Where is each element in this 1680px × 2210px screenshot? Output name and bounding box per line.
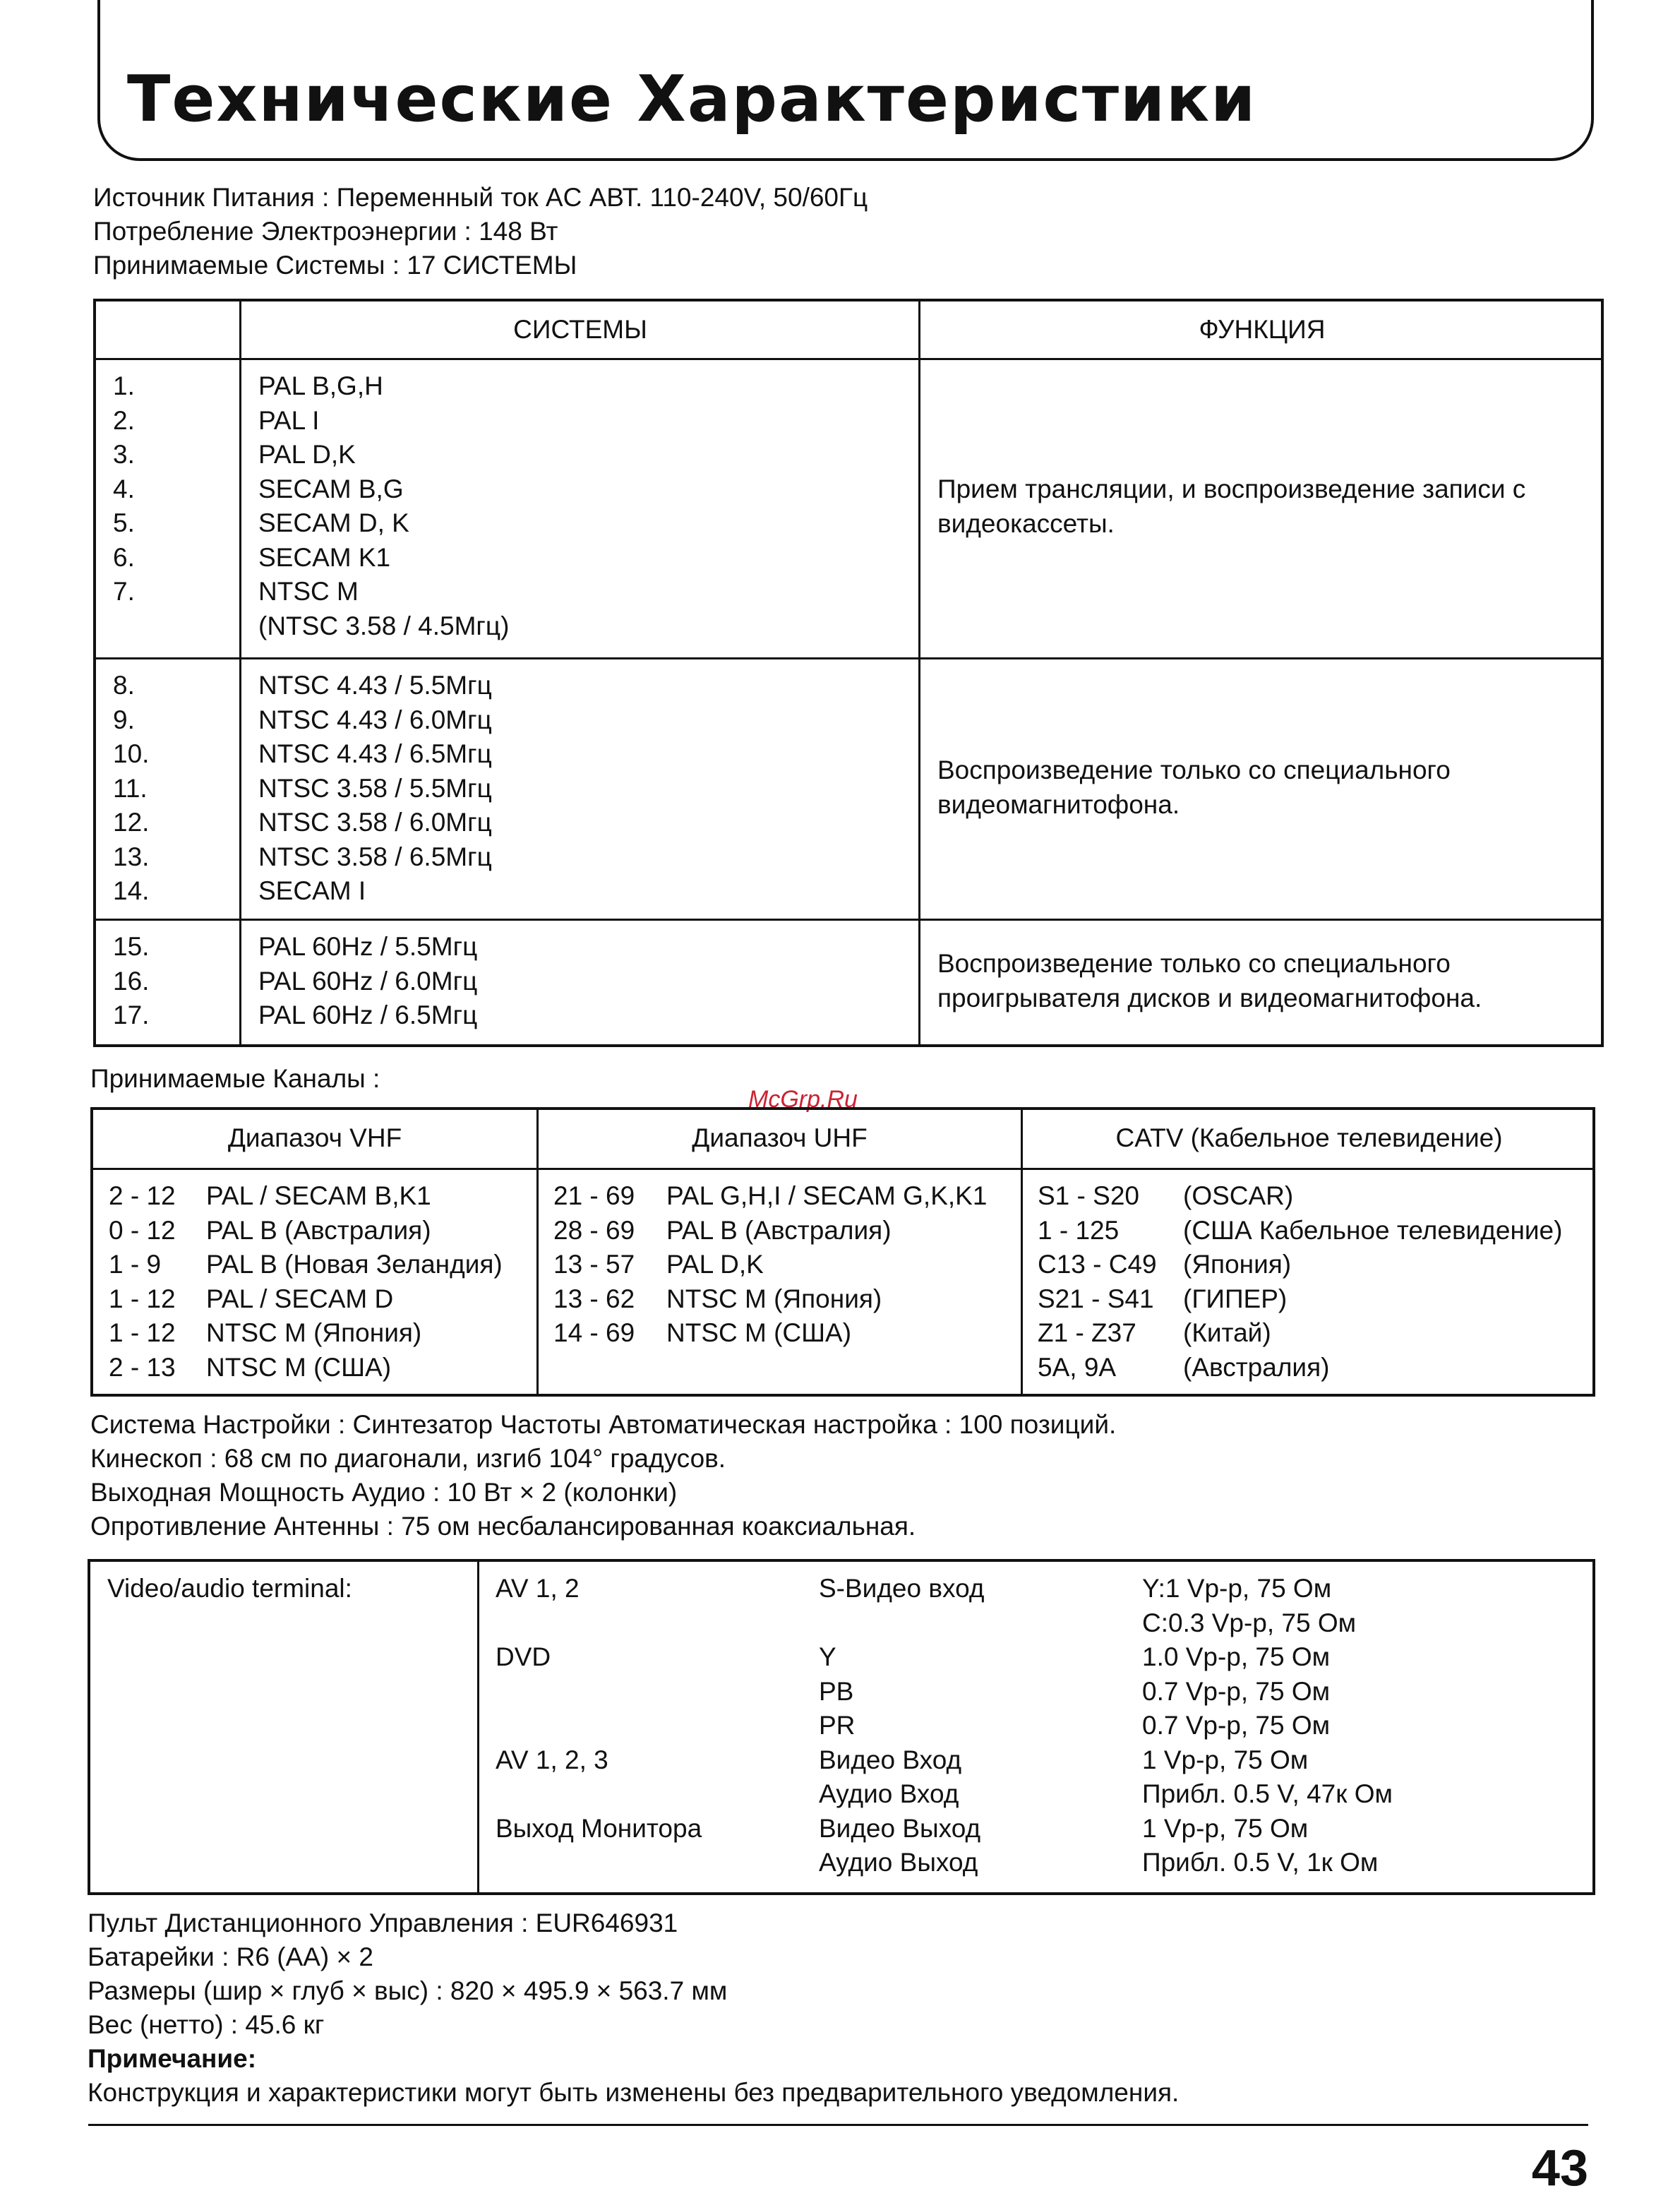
- spec-weight: Вес (нетто) : 45.6 кг: [88, 2010, 325, 2039]
- channels-label: Принимаемые Каналы :: [90, 1064, 380, 1093]
- terminal-label: Video/audio terminal:: [107, 1574, 352, 1603]
- spec-systems-count: Принимаемые Системы : 17 СИСТЕМЫ: [93, 251, 577, 280]
- spec-tuning: Система Настройки : Синтезатор Частоты Автоматическая настройка : 100 позиций.: [90, 1410, 1117, 1439]
- group1-function: Прием трансляции, и воспроизведение записи с видеокассеты.: [937, 474, 1526, 538]
- catv-ranges: S1 - S20 1 - 125 C13 - C49 S21 - S41 Z1 - Z37 5A, 9A: [1038, 1181, 1157, 1382]
- spec-dimensions: Размеры (шир × глуб × выс) : 820 × 495.9 × 563.7 мм: [88, 1976, 728, 2005]
- terminal-values: Y:1 Vp-p, 75 Ом C:0.3 Vp-p, 75 Ом 1.0 Vp-p, 75 Ом 0.7 Vp-p, 75 Ом 0.7 Vp-p, 75 Ом 1 Vp-p, 75 Ом Прибл. 0.5 V, 47к Ом 1 Vp-p, 75 Ом Прибл. 0.5 V, 1к Ом: [1142, 1574, 1393, 1877]
- header-catv: CATV (Кабельное телевидение): [1115, 1123, 1503, 1152]
- watermark: McGrp.Ru: [748, 1086, 858, 1113]
- spec-audio-output: Выходная Мощность Аудио : 10 Вт × 2 (колонки): [90, 1478, 678, 1507]
- group1-systems: PAL B,G,H PAL I PAL D,K SECAM B,G SECAM D, K SECAM K1 NTSC M (NTSC 3.58 / 4.5Мгц): [258, 371, 510, 640]
- header-vhf: Диапазоч VHF: [227, 1123, 402, 1152]
- note-label: Примечание:: [88, 2044, 257, 2073]
- group3-function: Воспроизведение только со специального проигрывателя дисков и видеомагнитофона.: [937, 949, 1482, 1013]
- header-uhf: Диапазоч UHF: [692, 1123, 868, 1152]
- note-text: Конструкция и характеристики могут быть изменены без предварительного уведомления.: [88, 2078, 1180, 2107]
- spec-antenna: Опротивление Антенны : 75 ом несбалансированная коаксиальная.: [90, 1512, 916, 1541]
- terminal-table: [88, 1559, 1595, 1895]
- page-number: 43: [1531, 2140, 1588, 2197]
- spec-crt: Кинескоп : 68 см по диагонали, изгиб 104° градусов.: [90, 1444, 726, 1473]
- uhf-ranges: 21 - 69 28 - 69 13 - 57 13 - 62 14 - 69: [553, 1181, 635, 1347]
- group3-systems: PAL 60Hz / 5.5Мгц PAL 60Hz / 6.0Мгц PAL 60Hz / 6.5Мгц: [258, 932, 478, 1029]
- systems-table: [93, 299, 1604, 1047]
- catv-descriptions: (OSCAR) (США Кабельное телевидение) (Япония) (ГИПЕР) (Китай) (Австралия): [1183, 1181, 1563, 1382]
- spec-power-consumption: Потребление Электроэнергии : 148 Вт: [93, 217, 558, 246]
- header-function: ФУНКЦИЯ: [1199, 315, 1326, 344]
- group1-numbers: 1. 2. 3. 4. 5. 6. 7.: [113, 371, 135, 606]
- spec-power-source: Источник Питания : Переменный ток AC АВТ. 110-240V, 50/60Гц: [93, 183, 868, 212]
- header-systems: СИСТЕМЫ: [513, 315, 647, 344]
- vhf-systems: PAL / SECAM B,K1 PAL B (Австралия) PAL B (Новая Зеландия) PAL / SECAM D NTSC M (Япония) NTSC M (США): [206, 1181, 503, 1382]
- spec-batteries: Батарейки : R6 (AA) × 2: [88, 1942, 373, 1971]
- vhf-ranges: 2 - 12 0 - 12 1 - 9 1 - 12 1 - 12 2 - 13: [109, 1181, 176, 1382]
- channels-table: [90, 1107, 1595, 1397]
- terminal-signals: S-Видео вход Y PB PR Видео Вход Аудио Вход Видео Выход Аудио Выход: [819, 1574, 985, 1877]
- terminal-ports: AV 1, 2 DVD AV 1, 2, 3 Выход Монитора: [496, 1574, 702, 1843]
- page-title: Технические Характеристики: [127, 62, 1257, 136]
- bottom-rule: [88, 2124, 1588, 2126]
- uhf-systems: PAL G,H,I / SECAM G,K,K1 PAL B (Австралия) PAL D,K NTSC M (Япония) NTSC M (США): [666, 1181, 988, 1347]
- group2-numbers: 8. 9. 10. 11. 12. 13. 14.: [113, 671, 150, 905]
- group2-systems: NTSC 4.43 / 5.5Мгц NTSC 4.43 / 6.0Мгц NTSC 4.43 / 6.5Мгц NTSC 3.58 / 5.5Мгц NTSC 3.58 / 6.0Мгц NTSC 3.58 / 6.5Мгц SECAM I: [258, 671, 492, 905]
- group3-numbers: 15. 16. 17.: [113, 932, 150, 1029]
- spec-remote: Пульт Дистанционного Управления : EUR646931: [88, 1909, 678, 1937]
- group2-function: Воспроизведение только со специального видеомагнитофона.: [937, 755, 1451, 819]
